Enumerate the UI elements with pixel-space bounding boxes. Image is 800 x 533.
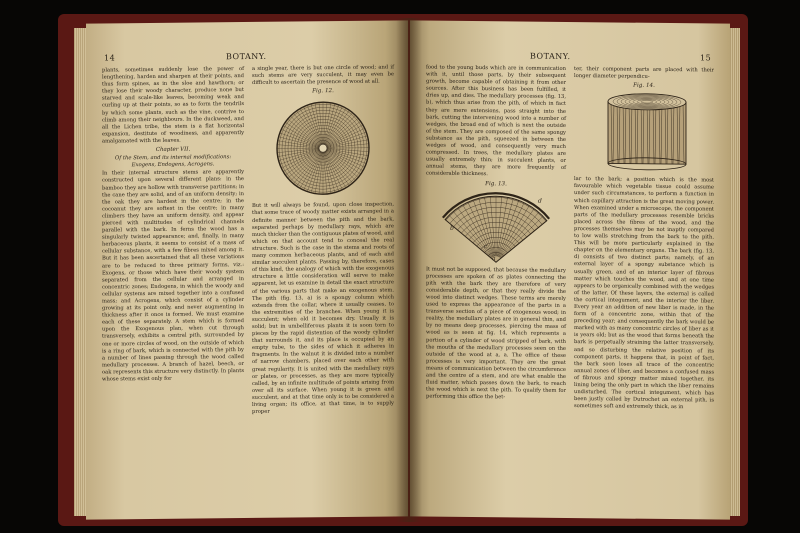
- right-running-head: BOTANY.: [530, 51, 571, 62]
- fig13-letter-c: c: [484, 242, 488, 250]
- chapter-subtitle: Of the Stem, and its internal modifications: Exogens, Endogens, Acrogens.: [114, 154, 232, 168]
- right-col1-body-text: It must not be supposed, that because the medullary processes are spoken of as plates connecting the pith with the bark they are therefore of very considerable depth, or that they really divide the wood into distinct wedges. These terms are merely used to express the appearance of the parts in a transverse section of a piece of exogenous wood; in reality, the medullary plates are in general thin, and by no means deep processes, piercing the mass of wood as is seen at fig. 14, which represents a portion of a cylinder of wood stripped of bark, with the mouths of the medullary processes seen on the outside of the wood at a, a. The office of these processes is very important. They are the great means of communication between the circumference and the centre of a stem, and are what enable the fluid matter, which passes down the bark, to reach the wood which is next the pith. To qualify them for performing this office the bet-: [426, 266, 566, 401]
- right-page: [410, 20, 730, 519]
- left-col1-top-text: plants, sometimes suddenly lose the power of lengthening, harden and sharpen at their points, and thus form spines, as in the sloe and hawthorn; or they lose their woody character, produce none but starved and scale-like leaves, becoming weak and curling up at their points, so as to form the tendrils by which some plants, such as the vine, contrive to climb among their neighbours. In the duckweed, and all the Lichen tribe, the stem is a flat horizontal expansion, destitute of woodiness, and apparently amalgamated with the leaves.: [102, 66, 244, 145]
- left-column-1: [102, 66, 244, 384]
- left-column-2: [252, 64, 394, 416]
- left-page-number: 14: [104, 53, 116, 63]
- fig13-letter-d: d: [538, 197, 542, 205]
- right-col2-body-text: lar to the bark; a position which is the most favourable which vegetable tissue could assume under such circumstances, to perform a function in which capillary attraction is the great moving power. When examined under a microscope, the component parts of the medullary processes resemble bricks placed across the fibres of the wood, and the processes themselves may be not inaptly compared to low walls stretching from the bark to the pith. This will be more particularly explained in the chapter on the elementary organs. The bark (fig. 13, d) consists of two distinct parts; namely, of an external layer of a spongy substance which is usually green, and of an interior layer of fibrous matter which touches the wood, and at one time appears to be organically combined with the wedges of the latter. Of these layers, the external is called the cortical integument, and the interior the liber. Every year an addition of new liber is made, in the form of a concentric zone, within that of the preceding year; and consequently the bark would be marked with as many concentric circles of liber as it is years old; but as the wood that forms beneath the bark is perpetually straining the latter transversely, and so disturbing the relative position of its component parts, it happens that, in point of fact, the bark soon loses all trace of the concentric annual zones of liber, and becomes a confused mass of fibrous and spongy matter mixed together, its lining being the only part in which the liber remains undisturbed. The cortical integument, which has been justly called by Dutrochet an external pith, is sometimes soft and extremely thick, as in: [574, 176, 714, 411]
- fig13-illustration: [426, 189, 566, 264]
- fig12-label: Fig. 12.: [312, 88, 334, 95]
- right-column-2: [574, 66, 714, 412]
- left-col1-body-text: In their internal structure stems are apparently constructed upon several different plans: in the bamboo they are hollow with transverse partitions; in the cane they are solid, and of an uniform density; in the oak they are hardest in the centre; in the cocoanut they are softest in the centre; in many climbers they have an uniform density, and appear pierced with multitudes of cylindrical channels parallel with the bark. In ferns the wood has a singularly twisted appearance; and, finally, in many herbaceous plants, it seems to consist of a mass of cellular substance, with a few fibres mixed among it. But it has been ascertained that all these variations are to be reduced to three primary forms, viz.: Exogens, or those which have their woody system separated from the cellular and arranged in concentric zones; Endogens, in which the woody and cellular systems are mixed together into a confused mass; and Acrogens, which consist of a cylinder growing at its point only, and never augmenting in thickness after it once is formed. We must examine each of these separately. A stem which is formed upon the Exogenous plan, when cut through transversely, exhibits a central pith, surrounded by one or more circles of wood, on the outside of which is a ring of bark, which is connected with the pith by a number of lines passing through the wood called medullary processes. A branch of hazel, beech, or oak represents this structure very distinctly. In plants whose stems exist only for: [102, 169, 244, 383]
- open-book: [58, 8, 748, 530]
- fig13-letter-b: b: [450, 224, 454, 232]
- right-col2-top-text: ter, their component parts are placed with their longer diameter perpendicu-: [574, 66, 714, 80]
- right-col1-top-text: food to the young buds which are in communication with it, until those parts, by their subsequent growth, become capable of obtaining it from other sources. After this business has been fulfilled, it dries up, and dies. The medullary processes (fig. 13, b), which thus arise from the pith, of which in fact they are mere extensions, pass straight into the bark, cutting the intervening wood into a number of wedges, the broad end of which is next the outside of the stem. They are composed of the same spongy substance as the pith, squeezed in between the wedges of wood, and consequently very much compressed. In trees, the medullary plates are usually extremely thin; in succulent plants, or annual stems, they are more frequently of considerable thickness.: [426, 64, 566, 178]
- fig12-illustration: [252, 98, 394, 199]
- fig13-letter-a: a: [492, 254, 496, 262]
- right-page-number: 15: [700, 53, 712, 63]
- left-running-head: BOTANY.: [226, 51, 267, 62]
- left-col2-body-text: But it will always be found, upon close inspection, that some trace of woody matter exists arranged in a definite manner between the pith and the bark, separated perhaps by medullary rays, which are much thicker than the contiguous plates of wood, and which on that account tend to conceal the real structure. Such is the case in the stems and roots of many common herbaceous plants, and of each and similar succulent plants. Passing by, therefore, cases of this kind, the analogy of which with the exogenous structure a little consideration will serve to make apparent, let us examine in detail the exact structure of the various parts that make an exogenous stem. The pith (fig. 13, a) is a spongy column which extends from the collar, where it usually ceases, to the extremities of the branches. When young it is succulent; when old it becomes dry. Usually it is solid; but in umbelliferous plants it is soon torn to pieces by the rapid distention of the woody cylinder that surrounds it, and its place is occupied by an empty tube, to the sides of which it adheres in fragments. In the walnut it is divided into a number of narrow chambers, placed over each other with great regularity. It is united with the medullary rays or plates, or processes, as they are more typically called, by an infinite multitude of points arising from over all its surface. When young it is green and succulent, and at that time only is to be considered a living organ; its office, at that time, is to supply proper: [252, 201, 394, 416]
- right-column-1: [426, 64, 566, 402]
- fig14-illustration: [574, 91, 714, 174]
- left-col2-top-text: a single year, there is but one circle of wood; and if such stems are very succulent, it may even be difficult to ascertain the presence of wood at all.: [252, 64, 394, 87]
- left-page: [86, 20, 408, 519]
- chapter-title: Chapter VII.: [155, 146, 191, 153]
- fig14-label: Fig. 14.: [633, 82, 655, 90]
- book-gutter: [396, 18, 422, 522]
- fig13-label: Fig. 13.: [485, 180, 507, 187]
